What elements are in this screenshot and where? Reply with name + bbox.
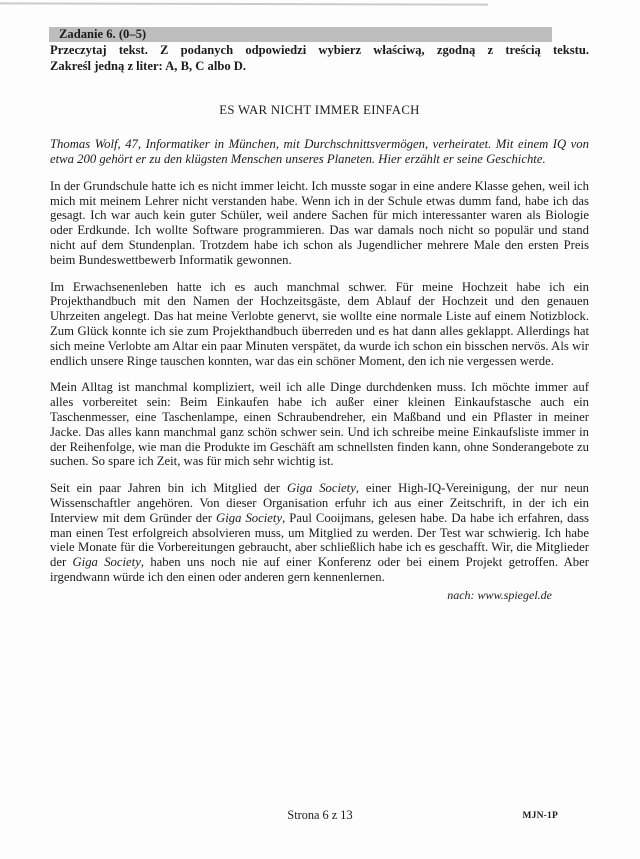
source-attribution: nach: www.spiegel.de xyxy=(447,587,552,602)
scan-artifact-line xyxy=(0,2,488,5)
instruction-line-1: Przeczytaj tekst. Z podanych odpowiedzi wybierz właściwą, zgodną z treścią tekstu. xyxy=(50,43,589,57)
paragraph-4-segment: Seit ein paar Jahren bin ich Mitglied der xyxy=(50,481,287,496)
giga-society-name: Giga Society xyxy=(72,555,141,570)
paragraph-4-segment: , einer High-IQ-Vereinigung, der nur neun Wissenschaftler angehören. Von dieser Organisation erfuhr ich aus einer Zeitschrift, in der ich ein Interview mit dem Gründer der xyxy=(50,481,590,525)
exam-sheet-code: MJN-1P xyxy=(522,811,558,821)
article-paragraph-2: Im Erwachsenenleben hatte ich es auch manchmal schwer. Für meine Hochzeit habe ich ein Projekthandbuch mit den Namen der Hochzeitsgäste, dem Ablauf der Hochzeit und den genauen Uhrzeiten angelegt. Das hat meine Verlobte genervt, sie wollte eine normale Liste auf einem Notizblock. Zum Glück konnte ich sie zum Projekthandbuch überreden und es hat dann alles geklappt. Allerdings hat sich meine Verlobte am Altar ein paar Minuten verspätet, da wurde ich schon ein bisschen nervös. Als wir endlich unsere Ringe tauschen konnten, war das ein schöner Moment, den ich nie vergessen werde. xyxy=(50,279,589,368)
giga-society-name: Giga Society xyxy=(286,481,356,496)
text-column xyxy=(50,27,589,603)
article-paragraph-1: In der Grundschule hatte ich es nicht immer leicht. Ich musste sogar in eine andere Klasse gehen, weil ich mich mit meinem Lehrer nicht verstanden habe. Wenn ich in der Schule etwas dumm fand, habe ich das gesagt. Ich war auch kein guter Schüler, weil andere Sachen für mich interessanter waren als Biologie oder Erdkunde. Ich wollte Software programmieren. Das war damals noch nicht so populär und stand nicht auf dem Stundenplan. Trotzdem habe ich schon als Jugendlicher mehrere Male den ersten Preis beim Bundeswettbewerb Informatik gewonnen. xyxy=(50,178,589,267)
page-number: Strona 6 z 13 xyxy=(287,808,353,822)
article-title: ES WAR NICHT IMMER EINFACH xyxy=(219,103,420,118)
task-header-label: Zadanie 6. (0–5) xyxy=(59,27,147,41)
paragraph-4-segment: , Paul Cooijmans, gelesen habe. Da habe ich erfahren, dass man einen Test erfolgreich absolvieren muss, um Mitglied zu werden. Der Test war schwierig. Ich habe viele Monate für die Vorbereitungen gebraucht, aber schließlich habe ich es geschafft. Wir, die Mitglieder der xyxy=(50,510,589,570)
instruction-line-2: Zakreśl jedną z liter: A, B, C albo D. xyxy=(50,58,247,73)
task-header-bar xyxy=(49,27,552,42)
article-paragraph-3: Mein Alltag ist manchmal kompliziert, weil ich alle Dinge durchdenken muss. Ich möchte immer auf alles vorbereitet sein: Beim Einkaufen habe ich außer einer kleinen Einkaufstasche auch ein Taschenmesser, eine Taschenlampe, einen Schraubendreher, ein Maßband und ein Pflaster in meiner Jacke. Das alles kann manchmal ganz schön schwer sein. Und ich schreibe meine Einkaufsliste immer in der Reihenfolge, wie man die Produkte im Geschäft am schnellsten finden kann, ohne Sonderangebote zu suchen. So spare ich Zeit, was für mich sehr wichtig ist. xyxy=(50,380,589,469)
article-paragraph-4 xyxy=(50,481,589,585)
paragraph-4-segment: , haben uns noch nie auf einer Konferenz oder bei einem Projekt getroffen. Aber irgendwann würde ich den einen oder anderen gern kennenlernen. xyxy=(50,555,590,584)
giga-society-name: Giga Society xyxy=(216,510,283,525)
article-lead: Thomas Wolf, 47, Informatiker in München, mit Durchschnittsvermögen, verheiratet. Mit einem IQ von etwa 200 gehört er zu den klügsten Menschen unseres Planeten. Hier erzählt er seine Geschichte. xyxy=(50,137,589,166)
